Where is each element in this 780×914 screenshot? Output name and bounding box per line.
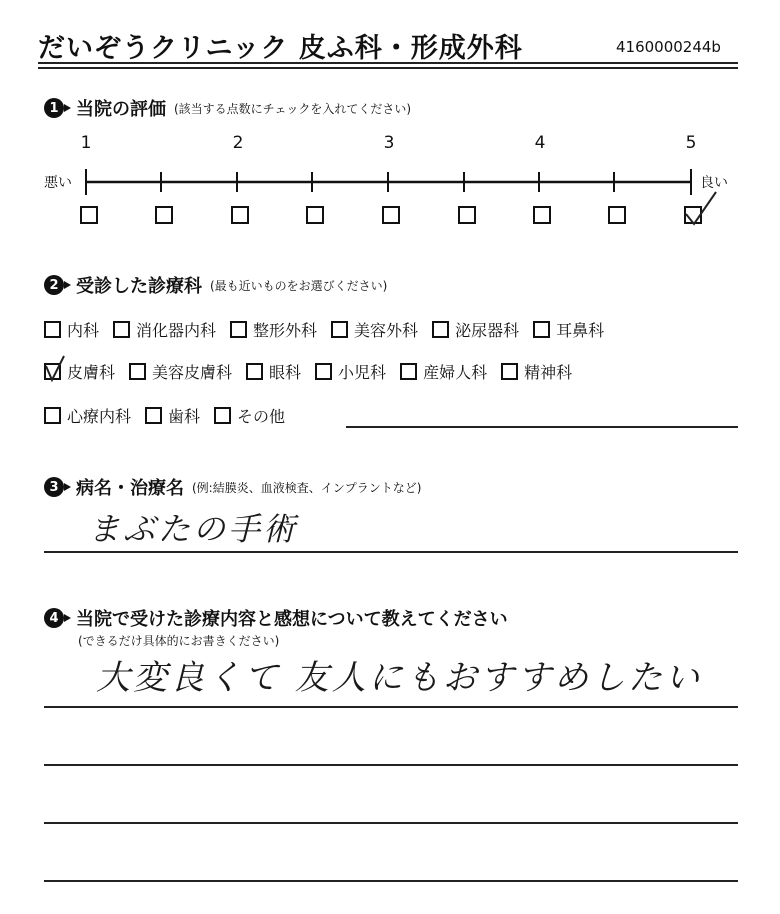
dept-option[interactable]: 小児科 xyxy=(315,360,386,383)
checkbox[interactable] xyxy=(230,321,247,338)
checkbox[interactable] xyxy=(501,363,518,380)
checkbox[interactable] xyxy=(145,407,162,424)
checkbox[interactable] xyxy=(400,363,417,380)
dept-option[interactable]: 心療内科 xyxy=(44,404,131,427)
dept-option[interactable]: 耳鼻科 xyxy=(533,318,604,341)
q2-title: 受診した診療科 xyxy=(76,276,202,297)
q4-number-badge: 4 xyxy=(44,608,64,628)
scale-right-label: 良い xyxy=(700,175,728,191)
q4-answer-line-3[interactable] xyxy=(44,822,738,824)
dept-option[interactable]: 産婦人科 xyxy=(400,360,487,383)
checkbox[interactable] xyxy=(44,407,61,424)
q1-number-badge: 1 xyxy=(44,98,64,118)
department-row-3 xyxy=(44,404,299,427)
rating-checkbox-1[interactable] xyxy=(80,206,98,224)
q4-heading xyxy=(44,605,508,631)
handwritten-check-mark xyxy=(40,352,70,386)
dept-option-other[interactable]: その他 xyxy=(214,404,285,427)
rating-checkbox-8[interactable] xyxy=(608,206,626,224)
document-id: 4160000244b xyxy=(616,38,721,56)
q3-note: (例:結膜炎、血液検査、インプラントなど) xyxy=(192,480,422,495)
q3-title: 病名・治療名 xyxy=(76,478,184,499)
q4-handwritten-answer: 大変良くて 友人にもおすすめしたい xyxy=(96,658,703,698)
other-department-write-line[interactable] xyxy=(346,426,738,428)
checkbox[interactable] xyxy=(214,407,231,424)
rating-checkbox-2[interactable] xyxy=(155,206,173,224)
checkbox[interactable] xyxy=(331,321,348,338)
q2-number-badge: 2 xyxy=(44,275,64,295)
handwritten-check-mark xyxy=(676,186,726,230)
q3-heading xyxy=(44,474,421,500)
q1-title: 当院の評価 xyxy=(76,99,166,120)
scale-label-2: 2 xyxy=(232,133,244,153)
dept-option[interactable]: 歯科 xyxy=(145,404,200,427)
checkbox[interactable] xyxy=(44,321,61,338)
dept-option[interactable]: 美容皮膚科 xyxy=(129,360,232,383)
q4-answer-line-4[interactable] xyxy=(44,880,738,882)
dept-option[interactable]: 泌尿器科 xyxy=(432,318,519,341)
department-row-1 xyxy=(44,318,618,341)
checkbox[interactable] xyxy=(113,321,130,338)
scale-label-4: 4 xyxy=(534,133,546,153)
q2-note: (最も近いものをお選びください) xyxy=(210,278,388,293)
dept-option[interactable]: 美容外科 xyxy=(331,318,418,341)
checkbox[interactable] xyxy=(533,321,550,338)
clinic-title: だいぞうクリニック 皮ふ科・形成外科 xyxy=(38,33,523,64)
checkbox[interactable] xyxy=(432,321,449,338)
dept-option[interactable]: 消化器内科 xyxy=(113,318,216,341)
scale-left-label: 悪い xyxy=(44,175,72,191)
dept-option[interactable]: 内科 xyxy=(44,318,99,341)
q4-answer-line-2[interactable] xyxy=(44,764,738,766)
rating-checkbox-3[interactable] xyxy=(231,206,249,224)
q3-answer-line[interactable] xyxy=(44,551,738,553)
q3-handwritten-answer: まぶたの手術 xyxy=(88,510,299,548)
dept-option-checked[interactable] xyxy=(44,360,115,383)
rating-checkbox-4[interactable] xyxy=(306,206,324,224)
rating-checkbox-7[interactable] xyxy=(533,206,551,224)
q3-number-badge: 3 xyxy=(44,477,64,497)
scale-label-1: 1 xyxy=(80,133,92,153)
checkbox[interactable] xyxy=(315,363,332,380)
checked-department-label: 皮膚科 xyxy=(67,363,116,382)
checkbox[interactable] xyxy=(129,363,146,380)
dept-option[interactable]: 眼科 xyxy=(246,360,301,383)
scale-label-3: 3 xyxy=(383,133,395,153)
q4-note: (できるだけ具体的にお書きください) xyxy=(78,634,280,648)
q4-title: 当院で受けた診療内容と感想について教えてください xyxy=(76,609,508,630)
department-row-2 xyxy=(44,360,586,383)
scale-label-5: 5 xyxy=(685,133,697,153)
dept-option[interactable]: 精神科 xyxy=(501,360,572,383)
rating-checkbox-5[interactable] xyxy=(382,206,400,224)
dept-option[interactable]: 整形外科 xyxy=(230,318,317,341)
q2-heading xyxy=(44,272,387,298)
checkbox[interactable] xyxy=(246,363,263,380)
q4-answer-line-1[interactable] xyxy=(44,706,738,708)
q1-note: (該当する点数にチェックを入れてください) xyxy=(174,101,412,116)
rating-scale-line xyxy=(0,0,780,240)
rating-checkbox-6[interactable] xyxy=(458,206,476,224)
